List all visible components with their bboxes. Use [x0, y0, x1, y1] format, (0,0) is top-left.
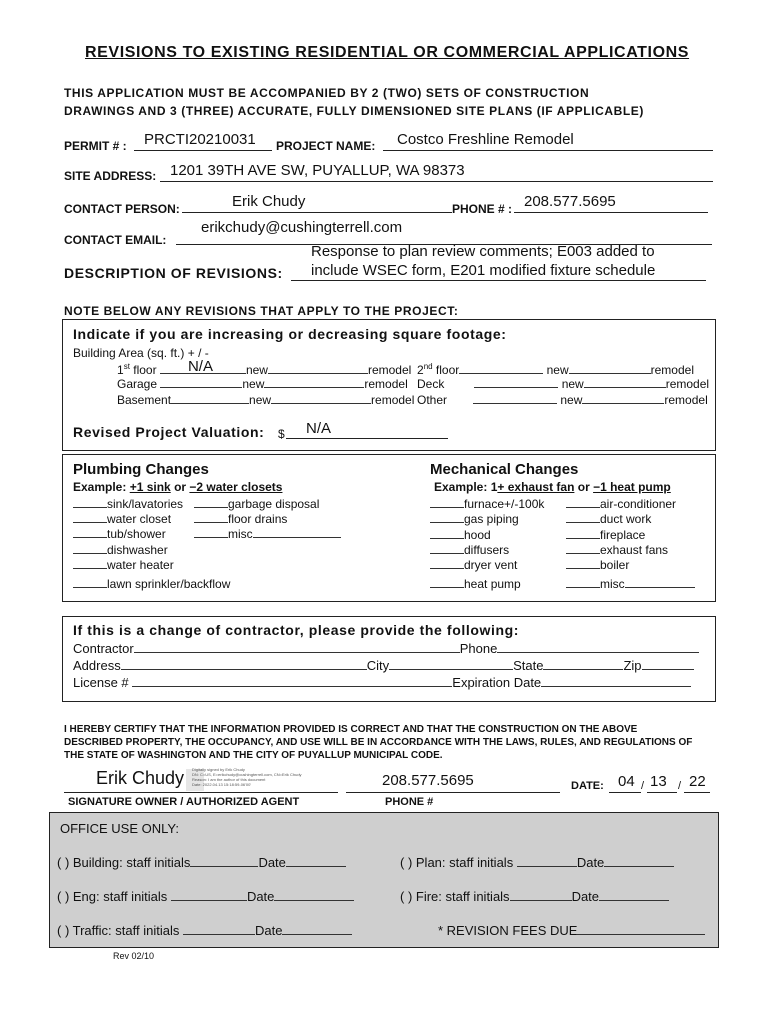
mech-boiler-input[interactable]: [566, 558, 600, 569]
project-name-label: PROJECT NAME:: [276, 139, 376, 153]
mechanical-heading: Mechanical Changes: [430, 461, 579, 478]
building-initials-input[interactable]: [190, 856, 258, 867]
mechanical-item: exhaust fans: [566, 543, 695, 558]
mech-ac-input[interactable]: [566, 497, 600, 508]
mechanical-item: boiler: [566, 558, 695, 573]
plumbing-item: misc: [194, 527, 341, 542]
project-name-field[interactable]: [383, 131, 713, 151]
other-row: Other new remodel: [417, 393, 708, 407]
plumbing-item: floor drains: [194, 512, 341, 527]
plumbing-item: water closet: [73, 512, 183, 527]
building-date-input[interactable]: [286, 856, 346, 867]
deck-input[interactable]: [474, 377, 558, 388]
traffic-date-input[interactable]: [282, 924, 352, 935]
notice-line-1: THIS APPLICATION MUST BE ACCOMPANIED BY 2 (TWO) SETS OF CONSTRUCTION: [64, 86, 590, 100]
address-row: Address City State Zip: [73, 658, 694, 673]
date-slash-2: /: [678, 780, 682, 792]
garage-remodel-input[interactable]: [264, 377, 364, 388]
site-address-value: 1201 39TH AVE SW, PUYALLUP, WA 98373: [170, 162, 465, 179]
plumbing-floor-drains-input[interactable]: [194, 512, 228, 523]
square-footage-heading: Indicate if you are increasing or decreasing square footage:: [73, 326, 507, 342]
mechanical-right-list: [566, 497, 695, 593]
mechanical-left-list: [430, 497, 544, 593]
permit-label: PERMIT # :: [64, 139, 127, 153]
eng-date-input[interactable]: [274, 890, 354, 901]
mechanical-item: air-conditioner: [566, 497, 695, 512]
description-line-2: include WSEC form, E201 modified fixture schedule: [311, 262, 656, 279]
mech-fireplace-input[interactable]: [566, 528, 600, 539]
contact-person-label: CONTACT PERSON:: [64, 202, 180, 216]
plan-date-input[interactable]: [604, 856, 674, 867]
description-line-1: Response to plan review comments; E003 added to: [311, 243, 655, 260]
signature-label: SIGNATURE OWNER / AUTHORIZED AGENT: [68, 796, 300, 808]
certify-line-3: THE STATE OF WASHINGTON AND THE CITY OF PUYALLUP MUNICIPAL CODE.: [64, 750, 443, 761]
valuation-label: Revised Project Valuation:: [73, 424, 265, 440]
contractor-address-input[interactable]: [121, 659, 367, 670]
certify-line-1: I HEREBY CERTIFY THAT THE INFORMATION PROVIDED IS CORRECT AND THAT THE CONSTRUCTION ON THE ABOVE: [64, 724, 638, 735]
site-address-label: SITE ADDRESS:: [64, 169, 157, 183]
mech-duct-input[interactable]: [566, 512, 600, 523]
contractor-state-input[interactable]: [543, 659, 623, 670]
plumbing-water-closet-input[interactable]: [73, 512, 107, 523]
plumbing-misc-text[interactable]: [253, 527, 341, 538]
plumbing-item: garbage disposal: [194, 497, 341, 512]
license-row: License # Expiration Date: [73, 675, 691, 690]
site-address-field[interactable]: [160, 162, 713, 182]
deck-remodel-input[interactable]: [584, 377, 666, 388]
mech-diffusers-input[interactable]: [430, 543, 464, 554]
plumbing-lawn-input[interactable]: [73, 577, 107, 588]
plumbing-heading: Plumbing Changes: [73, 461, 209, 478]
date-slash-1: /: [641, 780, 645, 792]
plumbing-example: Example: +1 sink or −2 water closets: [73, 480, 283, 494]
plumbing-item: tub/shower: [73, 527, 183, 542]
plumbing-sink-input[interactable]: [73, 497, 107, 508]
plumbing-tub-input[interactable]: [73, 527, 107, 538]
valuation-value: N/A: [306, 420, 332, 437]
contact-email-label: CONTACT EMAIL:: [64, 233, 167, 247]
contractor-zip-input[interactable]: [642, 659, 694, 670]
signature-field[interactable]: [64, 765, 338, 793]
mech-dryer-vent-input[interactable]: [430, 558, 464, 569]
building-area-label: Building Area (sq. ft.) + / -: [73, 346, 209, 360]
mech-furnace-input[interactable]: [430, 497, 464, 508]
plumbing-right-list: [194, 497, 341, 543]
fire-date-input[interactable]: [599, 890, 669, 901]
revision-footer: Rev 02/10: [113, 951, 155, 961]
mechanical-item: duct work: [566, 512, 695, 527]
contractor-expiration-input[interactable]: [541, 676, 691, 687]
plan-initials-input[interactable]: [517, 856, 577, 867]
signature-phone-field[interactable]: [346, 770, 560, 793]
valuation-field[interactable]: [286, 420, 448, 439]
digital-signature-details: Digitally signed by Erik Chudy DN: C=US, E=erikchudy@cushingterrell.com, CN=Erik Chudy Reason: I am the author of this document Date: 2022.04.13 15:18:59-06'00': [192, 767, 302, 787]
basement-input[interactable]: [171, 393, 249, 404]
contractor-phone-input[interactable]: [497, 642, 699, 653]
deck-row: Deck new remodel: [417, 377, 710, 391]
phone-field[interactable]: [514, 193, 708, 213]
garage-input[interactable]: [160, 377, 242, 388]
office-building-row: ( ) Building: staff initials Date: [57, 855, 346, 870]
mechanical-item: heat pump: [430, 577, 544, 592]
date-year-field[interactable]: [684, 773, 710, 793]
valuation-prefix: $: [278, 427, 285, 441]
mechanical-item: hood: [430, 528, 544, 543]
plumbing-item: dishwasher: [73, 543, 183, 558]
mechanical-item: dryer vent: [430, 558, 544, 573]
second-floor-input[interactable]: [459, 363, 543, 374]
contractor-row: Contractor Phone: [73, 641, 699, 656]
mech-exhaust-input[interactable]: [566, 543, 600, 554]
permit-field[interactable]: [134, 131, 272, 151]
note-heading: NOTE BELOW ANY REVISIONS THAT APPLY TO THE PROJECT:: [64, 304, 459, 318]
contact-email-field[interactable]: [176, 219, 712, 245]
date-year-value: 22: [689, 773, 706, 790]
fire-initials-input[interactable]: [510, 890, 572, 901]
mech-hood-input[interactable]: [430, 528, 464, 539]
contractor-license-input[interactable]: [132, 676, 452, 687]
office-eng-row: ( ) Eng: staff initials Date: [57, 889, 354, 904]
mech-heat-pump-input[interactable]: [430, 577, 464, 588]
plumbing-item: water heater: [73, 558, 183, 573]
date-label: DATE:: [571, 780, 604, 792]
plumbing-misc-input[interactable]: [194, 527, 228, 538]
mechanical-example: Example: 1+ exhaust fan or −1 heat pump: [434, 480, 671, 494]
mechanical-item: furnace+/-100k: [430, 497, 544, 512]
contractor-city-input[interactable]: [389, 659, 513, 670]
date-month-value: 04: [618, 773, 635, 790]
signature-name: Erik Chudy: [96, 768, 185, 788]
other-remodel-input[interactable]: [582, 393, 664, 404]
office-traffic-row: ( ) Traffic: staff initials Date: [57, 923, 352, 938]
second-floor-remodel-input[interactable]: [569, 363, 651, 374]
mechanical-item: misc: [566, 577, 695, 592]
first-floor-remodel-input[interactable]: [268, 363, 368, 374]
office-fire-row: ( ) Fire: staff initials Date: [400, 889, 669, 904]
plumbing-lawn-sprinkler: lawn sprinkler/backflow: [73, 577, 230, 591]
mechanical-item: diffusers: [430, 543, 544, 558]
project-name-value: Costco Freshline Remodel: [397, 131, 574, 148]
basement-remodel-input[interactable]: [271, 393, 371, 404]
date-month-field[interactable]: [609, 773, 641, 793]
first-floor-row: 1st floor N/A new remodel: [117, 358, 412, 377]
date-day-field[interactable]: [647, 773, 677, 793]
phone-value: 208.577.5695: [524, 193, 616, 210]
basement-row: Basement new remodel: [117, 393, 415, 407]
notice-line-2: DRAWINGS AND 3 (THREE) ACCURATE, FULLY DIMENSIONED SITE PLANS (IF APPLICABLE): [64, 104, 644, 118]
contact-person-field[interactable]: [182, 193, 452, 213]
other-input[interactable]: [473, 393, 557, 404]
mech-misc-input[interactable]: [566, 577, 600, 588]
eng-initials-input[interactable]: [171, 890, 247, 901]
description-label: DESCRIPTION OF REVISIONS:: [64, 265, 283, 281]
contractor-input[interactable]: [134, 642, 460, 653]
office-plan-row: ( ) Plan: staff initials Date: [400, 855, 674, 870]
contact-person-value: Erik Chudy: [232, 193, 306, 210]
signature-phone-label: PHONE #: [385, 796, 434, 808]
revision-fees-input[interactable]: [577, 924, 705, 935]
first-floor-value: N/A: [187, 358, 213, 375]
second-floor-row: 2nd floor new remodel: [417, 362, 694, 377]
mechanical-item: fireplace: [566, 528, 695, 543]
plumbing-dishwasher-input[interactable]: [73, 543, 107, 554]
plumbing-item: sink/lavatories: [73, 497, 183, 512]
contractor-heading: If this is a change of contractor, please provide the following:: [73, 622, 520, 638]
date-day-value: 13: [650, 773, 667, 790]
signature-phone-value: 208.577.5695: [382, 772, 474, 789]
plumbing-left-list: [73, 497, 183, 573]
first-floor-input[interactable]: [160, 358, 246, 375]
page-title: REVISIONS TO EXISTING RESIDENTIAL OR COMMERCIAL APPLICATIONS: [85, 44, 690, 61]
office-fees-row: * REVISION FEES DUE: [438, 923, 705, 938]
phone-label: PHONE # :: [452, 202, 513, 216]
mechanical-item: gas piping: [430, 512, 544, 527]
traffic-initials-input[interactable]: [183, 924, 255, 935]
certify-line-2: DESCRIBED PROPERTY, THE OCCUPANCY, AND USE WILL BE IN ACCORDANCE WITH THE LAWS, RULES, AND REGULATIONS OF: [64, 737, 693, 748]
plumbing-water-heater-input[interactable]: [73, 558, 107, 569]
mech-gas-piping-input[interactable]: [430, 512, 464, 523]
office-use-heading: OFFICE USE ONLY:: [60, 821, 179, 836]
plumbing-disposal-input[interactable]: [194, 497, 228, 508]
garage-row: Garage new remodel: [117, 377, 408, 391]
contact-email-value: erikchudy@cushingterrell.com: [201, 219, 403, 236]
description-field[interactable]: [291, 262, 706, 281]
mech-misc-text[interactable]: [625, 577, 695, 588]
permit-value: PRCTI20210031: [144, 131, 256, 148]
